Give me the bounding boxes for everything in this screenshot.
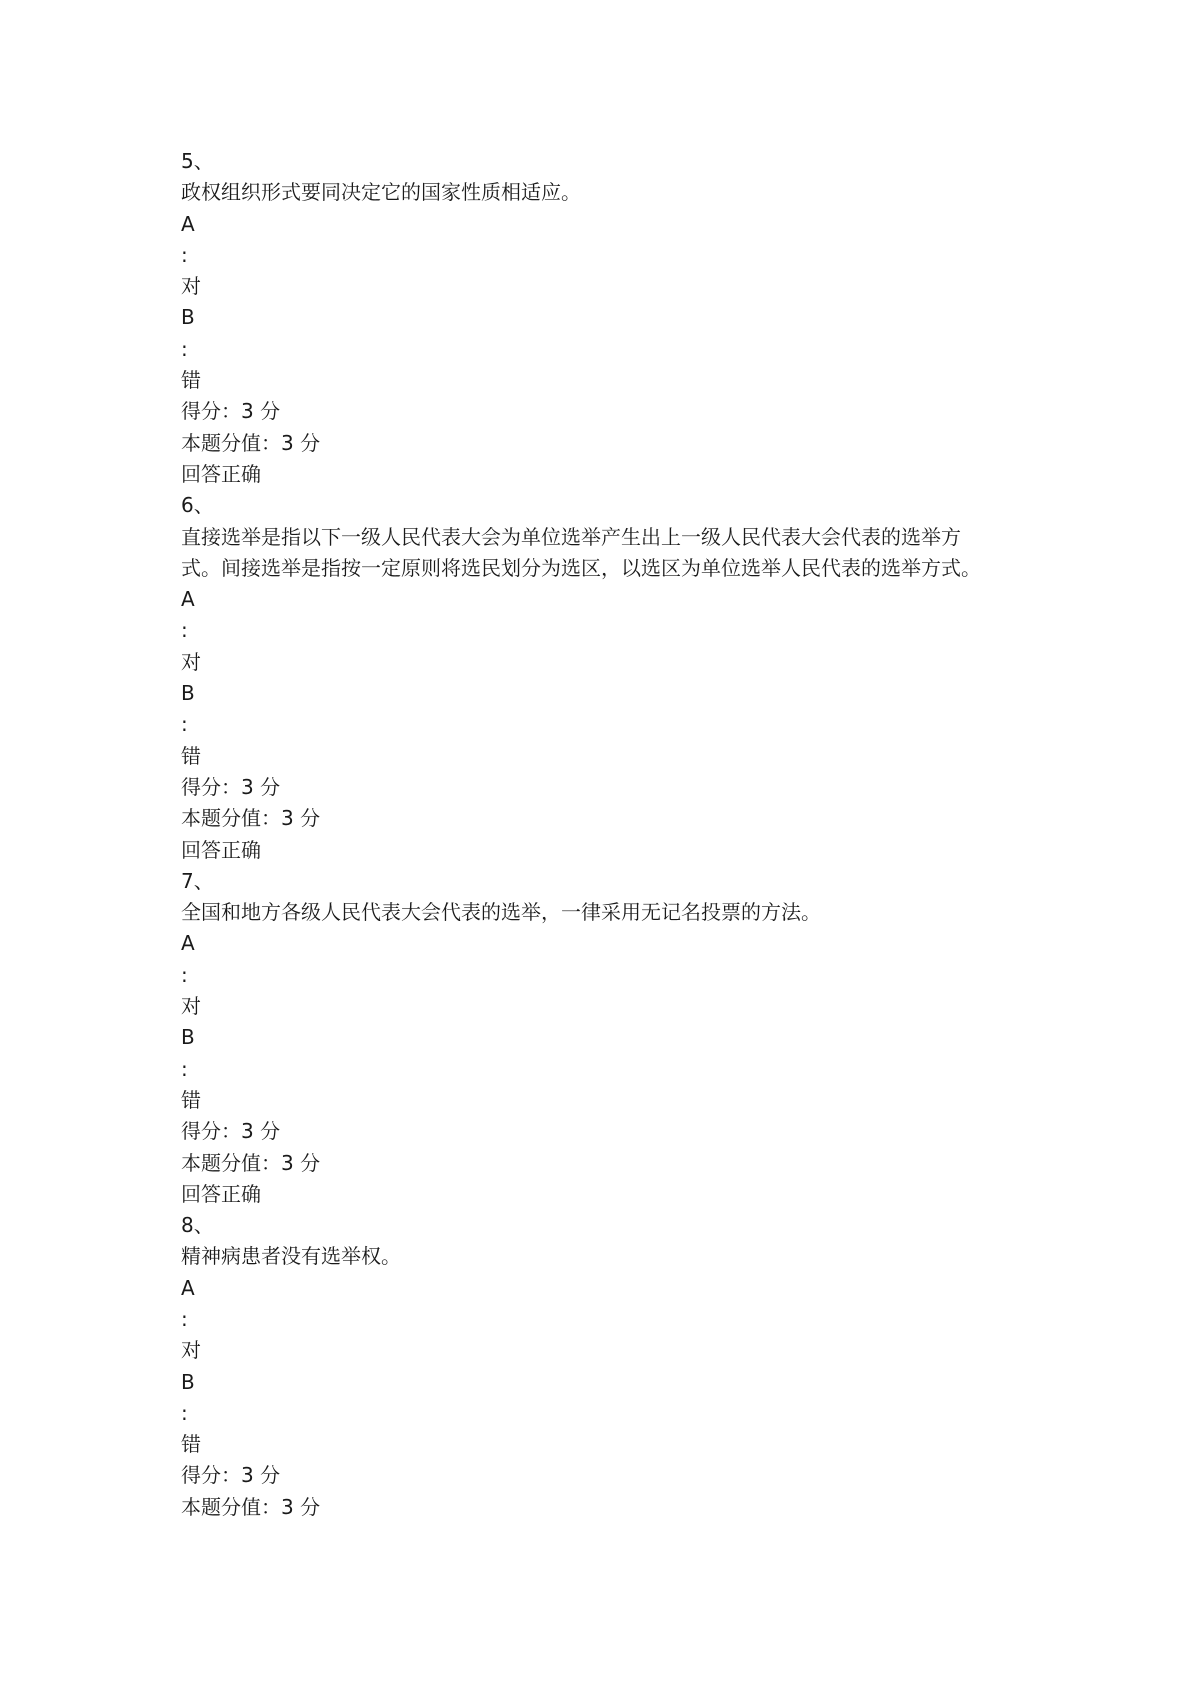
- option-b-text[interactable]: 错: [181, 743, 201, 768]
- question-number: 7、: [181, 868, 214, 893]
- option-b-colon: :: [181, 712, 188, 737]
- value-line: 本题分值：3 分: [181, 806, 321, 831]
- option-b-label[interactable]: B: [181, 1369, 195, 1394]
- option-a-label[interactable]: A: [181, 587, 195, 612]
- option-b-text[interactable]: 错: [181, 1087, 201, 1112]
- option-a-colon: :: [181, 962, 188, 987]
- score-line: 得分：3 分: [181, 399, 281, 424]
- question-6: [181, 490, 1061, 866]
- option-b-text[interactable]: 错: [181, 1432, 201, 1457]
- option-b-colon: :: [181, 1056, 188, 1081]
- option-a-label[interactable]: A: [181, 211, 195, 236]
- option-a-text[interactable]: 对: [181, 649, 201, 674]
- option-a-text[interactable]: 对: [181, 1338, 201, 1363]
- option-b-label[interactable]: B: [181, 681, 195, 706]
- option-a-label[interactable]: A: [181, 931, 195, 956]
- option-b-label[interactable]: B: [181, 305, 195, 330]
- option-a-text[interactable]: 对: [181, 274, 201, 299]
- option-a-colon: :: [181, 242, 188, 267]
- option-a-colon: :: [181, 1306, 188, 1331]
- result-line: 回答正确: [181, 837, 261, 862]
- result-line: 回答正确: [181, 1181, 261, 1206]
- option-b-colon: :: [181, 1400, 188, 1425]
- question-text-line-2: 式。间接选举是指按一定原则将选民划分为选区，以选区为单位选举人民代表的选举方式。: [181, 555, 981, 580]
- question-text: 全国和地方各级人民代表大会代表的选举，一律采用无记名投票的方法。: [181, 900, 821, 925]
- score-line: 得分：3 分: [181, 1463, 281, 1488]
- question-number: 5、: [181, 149, 214, 173]
- question-number: 8、: [181, 1213, 214, 1238]
- quiz-document: [181, 146, 1061, 1523]
- question-text: 政权组织形式要同决定它的国家性质相适应。: [181, 180, 581, 205]
- score-line: 得分：3 分: [181, 774, 281, 799]
- score-line: 得分：3 分: [181, 1119, 281, 1144]
- value-line: 本题分值：3 分: [181, 430, 321, 455]
- question-text: 精神病患者没有选举权。: [181, 1244, 401, 1269]
- result-line: 回答正确: [181, 461, 261, 486]
- value-line: 本题分值：3 分: [181, 1150, 321, 1175]
- option-b-label[interactable]: B: [181, 1025, 195, 1050]
- question-8: [181, 1210, 1061, 1523]
- option-a-text[interactable]: 对: [181, 994, 201, 1019]
- option-b-colon: :: [181, 336, 188, 361]
- option-b-text[interactable]: 错: [181, 368, 201, 393]
- option-a-colon: :: [181, 618, 188, 643]
- value-line: 本题分值：3 分: [181, 1494, 321, 1519]
- question-7: [181, 866, 1061, 1210]
- question-text-line-1: 直接选举是指以下一级人民代表大会为单位选举产生出上一级人民代表大会代表的选举方: [181, 524, 961, 549]
- question-5: [181, 146, 1061, 490]
- question-number: 6、: [181, 493, 214, 518]
- option-a-label[interactable]: A: [181, 1275, 195, 1300]
